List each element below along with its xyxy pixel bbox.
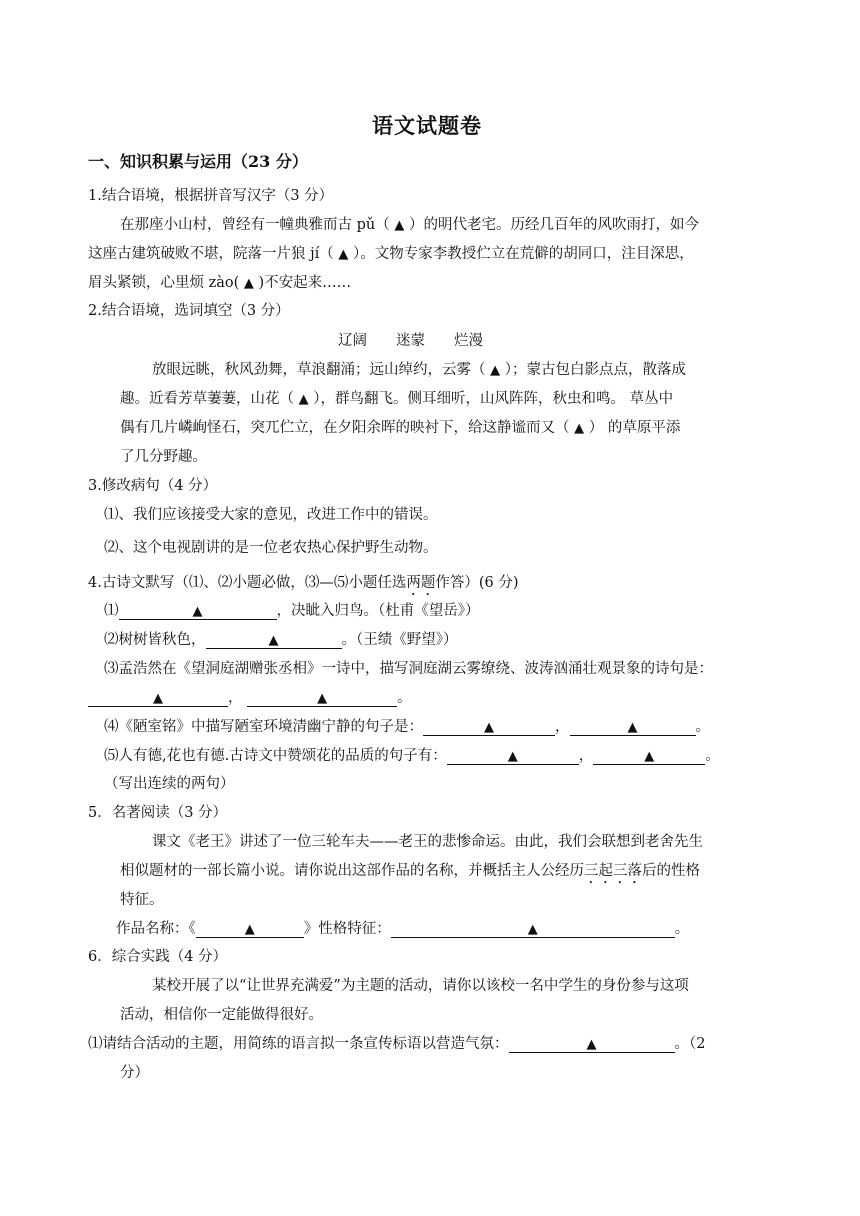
question-5-answer-line: 作品名称：《 ▲ 》性格特征： ▲ 。 <box>116 921 690 937</box>
answer-blank[interactable]: ▲ <box>88 689 228 707</box>
answer-blank[interactable]: ▲ <box>206 631 342 649</box>
answer-triangle: ▲ <box>490 363 501 378</box>
answer-triangle: ▲ <box>298 392 309 407</box>
question-4-item-4: ⑷《陋室铭》中描写陋室环境清幽宁静的句子是： ▲ ， ▲ 。 <box>104 719 710 735</box>
answer-blank[interactable]: ▲ <box>423 718 555 736</box>
answer-triangle: ▲ <box>394 218 405 233</box>
question-2-line-4: 了几分野趣。 <box>120 449 207 465</box>
question-5-line-3: 特征。 <box>120 892 164 908</box>
work-title-blank[interactable]: ▲ <box>196 920 304 938</box>
slogan-blank[interactable]: ▲ <box>509 1035 675 1053</box>
question-3-heading: 3.修改病句（4 分） <box>88 478 218 494</box>
question-4-item-5: ⑸人有德,花也有德.古诗文中赞颂花的品质的句子有： ▲ ， ▲ 。 <box>104 748 720 764</box>
question-6-line-2: 活动，相信你一定能做得很好。 <box>120 1007 323 1023</box>
question-2-heading: 2.结合语境，选词填空（3 分） <box>88 303 290 319</box>
question-5-heading: 5．名著阅读（3 分） <box>88 805 228 821</box>
question-1-line-1: 在那座小山村，曾经有一幢典雅而古 pǔ（ ▲ ）的明代老宅。历经几百年的风吹雨打，如今 <box>120 217 699 233</box>
question-1-line-3: 眉头紧锁，心里烦 zào( ▲ )不安起来…… <box>88 275 352 291</box>
answer-triangle: ▲ <box>574 421 585 436</box>
question-3-sentence-2: ⑵、这个电视剧讲的是一位老农热心保护野生动物。 <box>104 540 438 556</box>
question-1-line-2: 这座古建筑破败不堪，院落一片狼 jí（ ▲ ）。文物专家李教授伫立在荒僻的胡同口，注目深思， <box>88 246 694 262</box>
question-6-heading: 6．综合实践（4 分） <box>88 949 228 965</box>
question-5-line-1: 课文《老王》讲述了一位三轮车夫——老王的悲惨命运。由此，我们会联想到老舍先生 <box>152 834 703 850</box>
question-4-item-1: ⑴ ▲ ，决眦入归鸟。（杜甫《望岳》） <box>104 603 480 619</box>
answer-blank[interactable]: ▲ <box>247 689 397 707</box>
question-1-heading: 1.结合语境，根据拼音写汉字（3 分） <box>88 188 334 204</box>
question-4-item-3: ⑶孟浩然在《望洞庭湖赠张丞相》一诗中，描写洞庭湖云雾缭绕、波涛汹涌壮观景象的诗句是： <box>104 661 713 677</box>
question-5-line-2: 相似题材的一部长篇小说。请你说出这部作品的名称，并概括主人公经历三起三落后的性格 <box>120 863 700 879</box>
answer-blank[interactable]: ▲ <box>447 747 579 765</box>
character-trait-blank[interactable]: ▲ <box>391 920 675 938</box>
question-2-line-2: 趣。近看芳草萋萋，山花（ ▲ ），群鸟翻飞。侧耳细听，山风阵阵，秋虫和鸣。 草丛中 <box>120 391 674 407</box>
question-2-line-1: 放眼远眺，秋风劲舞，草浪翻涌；远山绰约，云雾（ ▲ ）；蒙古包白影点点，散落成 <box>152 362 686 378</box>
question-6-item-1: ⑴请结合活动的主题，用简练的语言拟一条宣传标语以营造气氛： ▲ 。（2 <box>88 1036 706 1052</box>
question-4-item-3-answers: ▲ ， ▲ 。 <box>88 688 412 708</box>
answer-blank[interactable]: ▲ <box>119 602 277 620</box>
question-6-item-1-cont: 分） <box>120 1065 149 1081</box>
question-6-line-1: 某校开展了以“让世界充满爱”为主题的活动，请你以该校一名中学生的身份参与这项 <box>152 978 689 994</box>
question-4-item-5-note: （写出连续的两句） <box>104 776 235 792</box>
question-4-item-2: ⑵树树皆秋色， ▲ 。（王绩《野望》） <box>104 632 458 648</box>
page-title: 语文试题卷 <box>372 113 482 138</box>
question-4-heading: 4.古诗文默写（⑴、⑵小题必做，⑶—⑸小题任选两题作答）(6 分) <box>88 575 519 591</box>
section-heading: 一、知识积累与运用（23 分） <box>88 152 308 171</box>
question-2-line-3: 偶有几片嶙峋怪石，突兀伫立，在夕阳余晖的映衬下，给这静谧而又（ ▲ ） 的草原平添 <box>120 420 681 436</box>
answer-blank[interactable]: ▲ <box>593 747 705 765</box>
answer-triangle: ▲ <box>338 247 349 262</box>
question-3-sentence-1: ⑴、我们应该接受大家的意见，改进工作中的错误。 <box>104 507 438 523</box>
answer-blank[interactable]: ▲ <box>570 718 696 736</box>
answer-triangle: ▲ <box>243 276 254 291</box>
word-choices: 辽阔 迷蒙 烂漫 <box>338 333 483 349</box>
